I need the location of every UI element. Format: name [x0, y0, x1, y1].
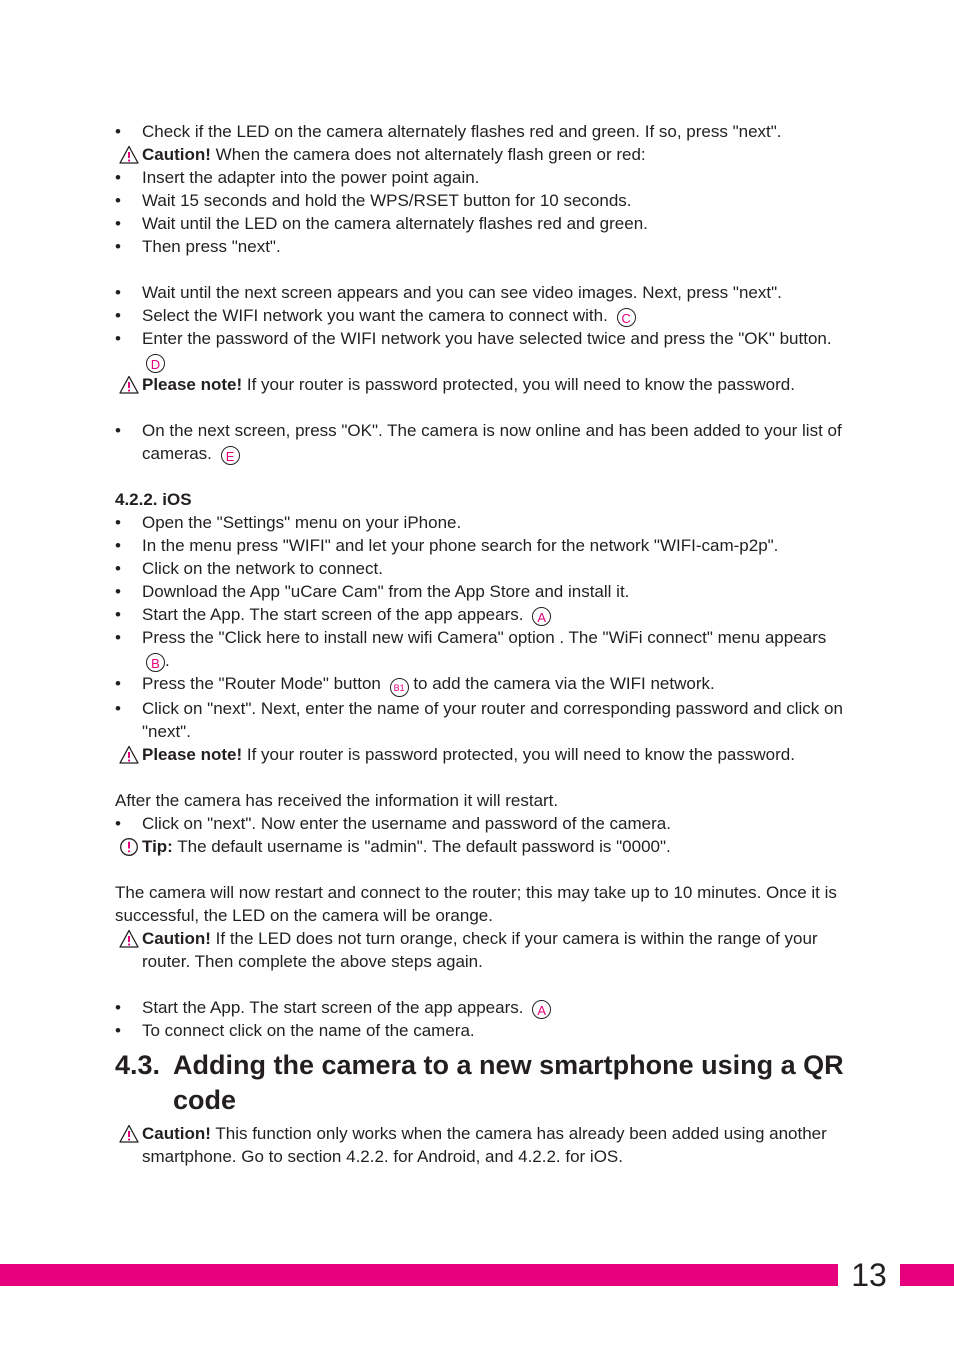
- bullet-item: [115, 557, 845, 580]
- bullet-item: [115, 189, 845, 212]
- spacer: [115, 396, 845, 419]
- emphasis-label: Caution!: [142, 1124, 211, 1143]
- warning-triangle-icon: [119, 375, 139, 395]
- bullet-item: [115, 419, 845, 465]
- screen-marker-badge: A: [532, 1000, 551, 1019]
- text-run: .: [165, 651, 170, 670]
- text-run: Start the App. The start screen of the app appears.: [142, 998, 529, 1017]
- warning-triangle-icon: [119, 145, 139, 165]
- text-run: Click on "next". Now enter the username and password of the camera.: [142, 814, 671, 833]
- screen-marker-badge: D: [146, 354, 165, 373]
- text-run: Download the App "uCare Cam" from the App Store and install it.: [142, 582, 630, 601]
- text-run: In the menu press "WIFI" and let your phone search for the network "WIFI-cam-p2p".: [142, 536, 779, 555]
- text-run: Then press "next".: [142, 237, 281, 256]
- bullet-item: [115, 996, 845, 1019]
- text-run: The camera will now restart and connect to the router; this may take up to 10 minutes. Once it is successful, the LED on the camera will be orange.: [115, 883, 837, 925]
- bullet-item: [115, 235, 845, 258]
- tip-note: [115, 835, 845, 858]
- text-run: When the camera does not alternately flash green or red:: [210, 145, 646, 164]
- text-run: to add the camera via the WIFI network.: [408, 674, 715, 693]
- text-run: Press the "Router Mode" button: [142, 674, 386, 693]
- text-run: On the next screen, press "OK". The camera is now online and has been added to your list of cameras.: [142, 421, 842, 463]
- text-run: Click on the network to connect.: [142, 559, 383, 578]
- text-run: To connect click on the name of the camera.: [142, 1021, 475, 1040]
- bullet-item: [115, 534, 845, 557]
- text-run: Click on "next". Next, enter the name of your router and corresponding password and click on "next".: [142, 699, 843, 741]
- subsection-heading: [115, 488, 845, 511]
- screen-marker-badge: A: [532, 607, 551, 626]
- text-run: Wait until the LED on the camera alternately flashes red and green.: [142, 214, 648, 233]
- text-run: After the camera has received the information it will restart.: [115, 791, 559, 810]
- bullet-item: [115, 812, 845, 835]
- bullet-item: [115, 511, 845, 534]
- section-number: 4.3.: [115, 1050, 161, 1080]
- bullet-item: [115, 327, 845, 373]
- text-run: Adding the camera to a new smartphone using a QR code: [173, 1050, 844, 1115]
- text-run: 4.2.2. iOS: [115, 490, 192, 509]
- bullet-item: [115, 281, 845, 304]
- emphasis-label: Please note!: [142, 745, 243, 764]
- text-run: If the LED does not turn orange, check if your camera is within the range of your router. Then complete the above steps again.: [142, 929, 818, 971]
- text-run: Select the WIFI network you want the camera to connect with.: [142, 306, 613, 325]
- caution-note: [115, 743, 845, 766]
- text-run: If your router is password protected, you will need to know the password.: [242, 745, 795, 764]
- caution-note: [115, 373, 845, 396]
- text-run: Press the "Click here to install new wifi Camera" option . The "WiFi connect" menu appears: [142, 628, 827, 647]
- caution-note: [115, 1122, 845, 1168]
- bullet-item: [115, 120, 845, 143]
- exclamation-circle-icon: [119, 837, 139, 857]
- text-run: Enter the password of the WIFI network you have selected twice and press the "OK" button.: [142, 329, 832, 348]
- screen-marker-badge: E: [221, 446, 240, 465]
- warning-triangle-icon: [119, 929, 139, 949]
- text-run: If your router is password protected, you will need to know the password.: [242, 375, 795, 394]
- page-number: 13: [851, 1257, 887, 1293]
- emphasis-label: Caution!: [142, 145, 211, 164]
- spacer: [115, 766, 845, 789]
- section-heading: [115, 1048, 845, 1118]
- footer-bar: [0, 1264, 954, 1286]
- text-run: Wait until the next screen appears and you can see video images. Next, press "next".: [142, 283, 782, 302]
- spacer: [115, 258, 845, 281]
- bullet-item: [115, 697, 845, 743]
- text-run: Start the App. The start screen of the app appears.: [142, 605, 529, 624]
- warning-triangle-icon: [119, 1124, 139, 1144]
- bullet-item: [115, 626, 845, 672]
- page-content: [115, 120, 845, 1168]
- bullet-item: [115, 166, 845, 189]
- bullet-item: [115, 603, 845, 626]
- screen-marker-badge: B: [146, 653, 165, 672]
- screen-marker-badge: B1: [390, 678, 409, 697]
- bullet-item: [115, 212, 845, 235]
- emphasis-label: Caution!: [142, 929, 211, 948]
- emphasis-label: Please note!: [142, 375, 243, 394]
- caution-note: [115, 927, 845, 973]
- spacer: [115, 465, 845, 488]
- text-run: Wait 15 seconds and hold the WPS/RSET button for 10 seconds.: [142, 191, 632, 210]
- screen-marker-badge: C: [617, 308, 636, 327]
- text-run: This function only works when the camera has already been added using another smartphone. Go to section 4.2.2. for Android, and 4.2.2. for iOS.: [142, 1124, 827, 1166]
- bullet-item: [115, 304, 845, 327]
- paragraph: [115, 881, 845, 927]
- caution-note: [115, 143, 845, 166]
- text-run: Open the "Settings" menu on your iPhone.: [142, 513, 462, 532]
- bullet-item: [115, 580, 845, 603]
- paragraph: [115, 789, 845, 812]
- bullet-item: [115, 1019, 845, 1042]
- spacer: [115, 973, 845, 996]
- text-run: Check if the LED on the camera alternately flashes red and green. If so, press "next".: [142, 122, 782, 141]
- spacer: [115, 858, 845, 881]
- text-run: The default username is "admin". The default password is "0000".: [172, 837, 671, 856]
- text-run: Insert the adapter into the power point again.: [142, 168, 480, 187]
- emphasis-label: Tip:: [142, 837, 173, 856]
- bullet-item: [115, 672, 845, 697]
- warning-triangle-icon: [119, 745, 139, 765]
